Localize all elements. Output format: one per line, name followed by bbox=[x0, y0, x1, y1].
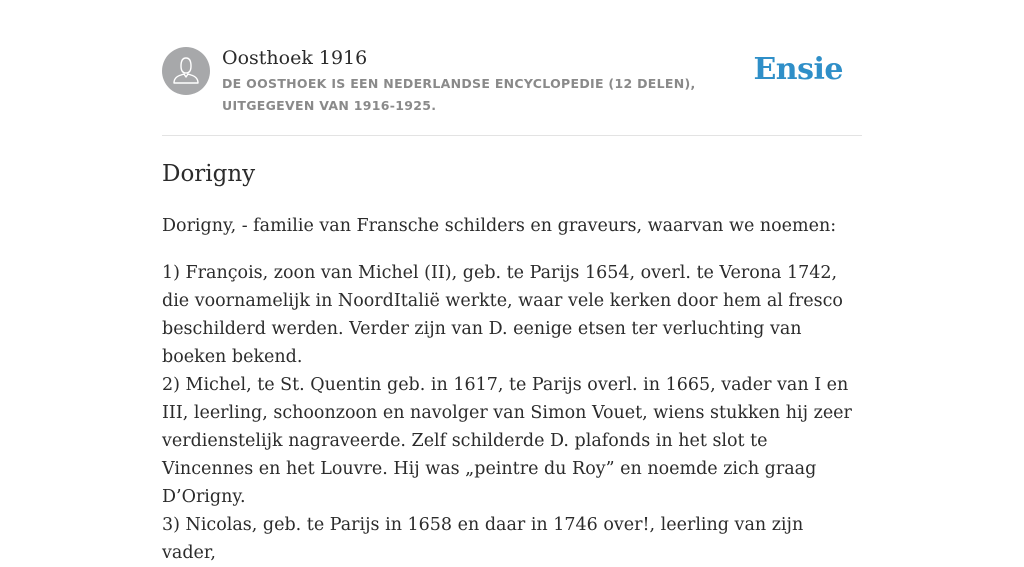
source-description: DE OOSTHOEK IS EEN NEDERLANDSE ENCYCLOPEDIE (12 DELEN), UITGEGEVEN VAN 1916-1925. bbox=[222, 76, 696, 113]
article-intro: Dorigny, - familie van Fransche schilders en graveurs, waarvan we noemen: bbox=[162, 216, 837, 236]
source-title[interactable]: Oosthoek 1916 bbox=[222, 47, 368, 69]
article-body bbox=[162, 212, 862, 567]
source-header bbox=[162, 46, 862, 116]
brand-logo[interactable]: Ensie bbox=[753, 52, 843, 87]
article-entry: 1) François, zoon van Michel (II), geb. te Parijs 1654, overl. te Verona 1742, die voornamelijk in NoordItalië werkte, waar vele kerken door hem al fresco beschilderd werden. Verder zijn van D. eenige etsen ter verluchting van boeken bekend. bbox=[162, 263, 843, 367]
source-avatar[interactable] bbox=[162, 47, 210, 95]
article-title: Dorigny bbox=[162, 161, 256, 187]
article-entry: 3) Nicolas, geb. te Parijs in 1658 en daar in 1746 over!, leerling van zijn vader, bbox=[162, 515, 804, 563]
article-entry: 2) Michel, te St. Quentin geb. in 1617, te Parijs overl. in 1665, vader van I en III, leerling, schoonzoon en navolger van Simon Vouet, wiens stukken hij zeer verdienstelijk nagraveerde. Zelf schilderde D. plafonds in het slot te Vincennes en het Louvre. Hij was „peintre du Roy” en noemde zich graag D’Origny. bbox=[162, 375, 852, 507]
header-divider bbox=[162, 135, 862, 136]
user-silhouette-icon bbox=[162, 47, 210, 95]
